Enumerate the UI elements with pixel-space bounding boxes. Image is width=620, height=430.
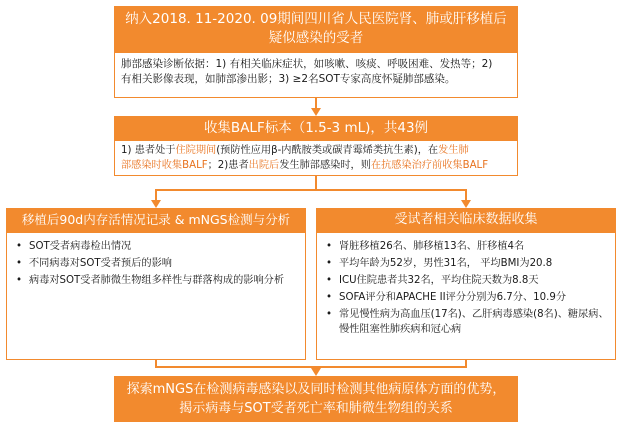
conclusion-line2: 揭示病毒与SOT受者死亡率和肺微生物组的关系 (179, 401, 453, 416)
arrow-down-icon (461, 200, 471, 208)
list-item: • 平均年龄为52岁，男性31名， 平均BMI为20.8 (323, 256, 609, 271)
inclusion-title-line1: 纳入2018. 11-2020. 09期间四川省人民医院肾、肺或肝移植后 (125, 11, 507, 27)
connector-2-branch (155, 189, 467, 191)
list-item: • SOFA评分和APACHE II评分分别为6.7分、10.9分 (323, 290, 609, 305)
inclusion-title-line2: 疑似感染的受者 (268, 30, 364, 46)
infection-highlight-b: 部感染时收集BALF (121, 160, 208, 171)
list-item: • ICU住院患者共32名，平均住院天数为8.8天 (323, 273, 609, 288)
balf-line1: 1) 患者处于住院期间(预防性应用β-内酰胺类或碳青霉烯类抗生素)，在发生肺 (121, 145, 469, 156)
clinical-data-list (316, 232, 616, 360)
list-item: • 常见慢性病为高血压(17名)、乙肝病毒感染(8名)、糖尿病、慢性阻塞性肺疾病和冠心病 (323, 307, 609, 337)
clinical-data-title: 受试者相关临床数据收集 (316, 208, 616, 232)
arrow-down-icon (311, 368, 321, 376)
survival-mngs-list (6, 232, 306, 360)
criteria-line1: 肺部感染诊断依据：1) 有相关临床症状，如咳嗽、咳痰、呼吸困难、发热等；2) (121, 58, 493, 70)
inpatient-highlight: 住院期间 (175, 145, 217, 156)
criteria-line2: 有相关影像表现，如肺部渗出影；3) ≥2名SOT专家高度怀疑肺部感染。 (121, 73, 456, 85)
pretreatment-highlight: 在抗感染治疗前收集BALF (370, 160, 489, 171)
survival-mngs-title: 移植后90d内存活情况记录 & mNGS检测与分析 (6, 208, 306, 232)
list-item: • 病毒对SOT受者肺微生物组多样性与群落构成的影响分析 (13, 273, 299, 288)
balf-collection-title: 收集BALF标本（1.5-3 mL)，共43例 (114, 116, 518, 140)
list-item: • SOT受者病毒检出情况 (13, 239, 299, 254)
conclusion-box (114, 376, 518, 422)
arrow-down-icon (151, 200, 161, 208)
list-item: • 肾脏移植26名、肺移植13名、肝移植4名 (323, 239, 609, 254)
infection-highlight-a: 发生肺 (438, 145, 469, 156)
connector-2-stem (315, 176, 317, 190)
list-item: • 不同病毒对SOT受者预后的影响 (13, 256, 299, 271)
arrow-down-icon (311, 108, 321, 116)
inclusion-title-box (114, 6, 518, 52)
discharge-highlight: 出院后 (248, 160, 280, 171)
balf-collection-details (114, 140, 518, 176)
conclusion-line1: 探索mNGS在检测病毒感染以及同时检测其他病原体方面的优势， (126, 382, 506, 397)
diagnosis-criteria-box (114, 52, 518, 98)
balf-line2: 部感染时收集BALF；2)患者出院后发生肺部感染时，则在抗感染治疗前收集BALF (121, 160, 489, 171)
